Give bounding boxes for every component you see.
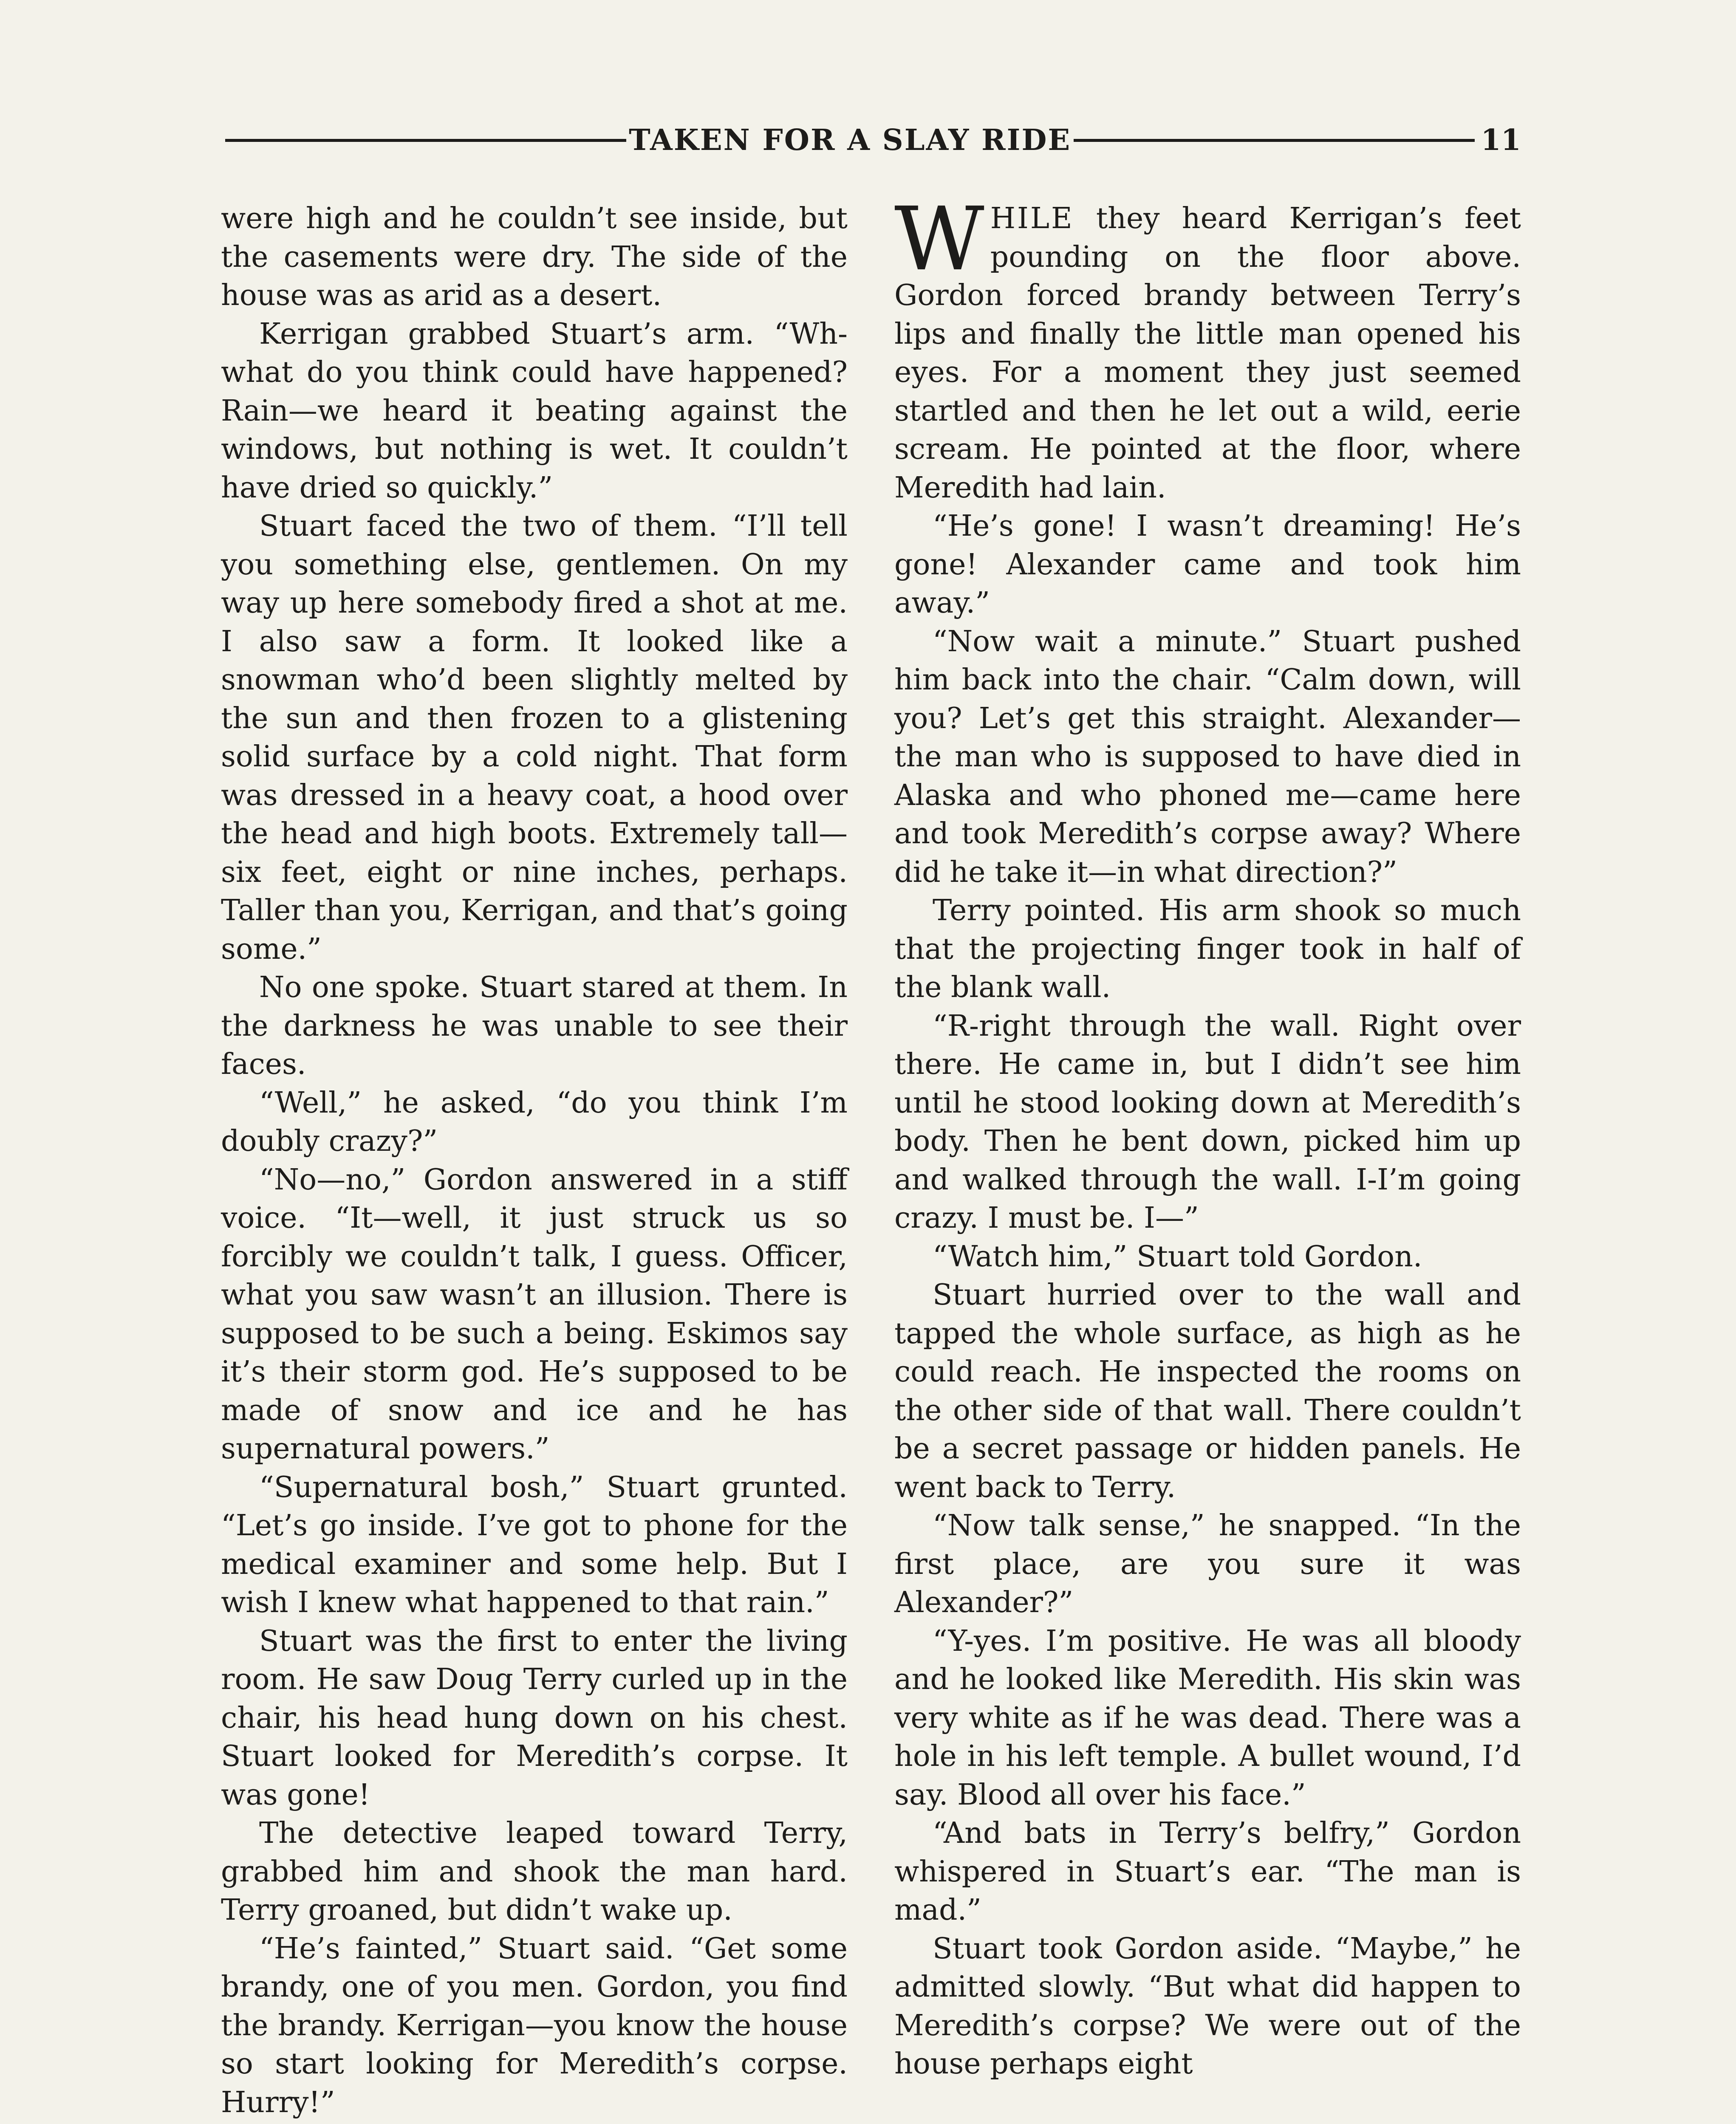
paragraph: Stuart faced the two of them. “I’ll tell you something else, gentlemen. On my way up here somebody fired a shot at me. I also saw a form. It looked like a snowman who’d been slightly melted by the sun and then frozen to a glistening solid surface by a cold night. That form was dressed in a heavy coat, a hood over the head and high boots. Extremely tall—six feet, eight or nine inches, perhaps. Taller than you, Kerrigan, and that’s going some.” bbox=[221, 509, 848, 966]
paragraph: “Well,” he asked, “do you think I’m doubly crazy?” bbox=[221, 1086, 848, 1158]
paragraph: The detective leaped toward Terry, grabbed him and shook the man hard. Terry groaned, but didn’t wake up. bbox=[221, 1816, 848, 1927]
right-text-column bbox=[894, 188, 1521, 2084]
paragraph: “No—no,” Gordon answered in a stiff voice. “It—well, it just struck us so forcibly we couldn’t talk, I guess. Officer, what you saw wasn’t an illusion. There is supposed to be such a being. Eskimos say it’s their storm god. He’s supposed to be made of snow and ice and he has supernatural powers.” bbox=[221, 1163, 848, 1466]
page-number: 11 bbox=[1481, 123, 1521, 157]
paragraph: “Supernatural bosh,” Stuart grunted. “Let’s go inside. I’ve got to phone for the medical examiner and some help. But I wish I knew what happened to that rain.” bbox=[221, 1470, 848, 1619]
header-rule-right bbox=[1074, 139, 1475, 142]
story-title: TAKEN FOR A SLAY RIDE bbox=[629, 123, 1072, 157]
paragraph: were high and he couldn’t see inside, but the casements were dry. The side of the house was as arid as a desert. bbox=[221, 202, 848, 312]
opening-text: they heard Kerrigan’s feet pounding on the floor above. Gordon forced brandy between Terry’s lips and finally the little man opened his eyes. For a moment they just seemed startled and then he let out a wild, eerie scream. He pointed at the floor, where Meredith had lain. bbox=[894, 202, 1521, 505]
paragraph: “Now talk sense,” he snapped. “In the first place, are you sure it was Alexander?” bbox=[894, 1509, 1521, 1619]
drop-cap: W bbox=[894, 188, 984, 290]
paragraph: Stuart hurried over to the wall and tapped the whole surface, as high as he could reach. He inspected the rooms on the other side of that wall. There couldn’t be a secret passage or hidden panels. He went back to Terry. bbox=[894, 1278, 1521, 1504]
paragraph: “He’s fainted,” Stuart said. “Get some brandy, one of you men. Gordon, you find the brandy. Kerrigan—you know the house so start looking for Meredith’s corpse. Hurry!” bbox=[221, 1932, 848, 2119]
paragraph: Stuart took Gordon aside. “Maybe,” he admitted slowly. “But what did happen to Meredith’s corpse? We were out of the house perhaps eight bbox=[894, 1932, 1521, 2081]
paragraph: “And bats in Terry’s belfry,” Gordon whispered in Stuart’s ear. “The man is mad.” bbox=[894, 1816, 1521, 1927]
paragraph: “He’s gone! I wasn’t dreaming! He’s gone! Alexander came and took him away.” bbox=[894, 509, 1521, 620]
paragraph: No one spoke. Stuart stared at them. In the darkness he was unable to see their faces. bbox=[221, 971, 848, 1081]
running-header bbox=[225, 119, 1521, 161]
paragraph: Stuart was the first to enter the living room. He saw Doug Terry curled up in the chair, his head hung down on his chest. Stuart looked for Meredith’s corpse. It was gone! bbox=[221, 1624, 848, 1812]
paragraph: “Y-yes. I’m positive. He was all bloody and he looked like Meredith. His skin was very white as if he was dead. There was a hole in his left temple. A bullet wound, I’d say. Blood all over his face.” bbox=[894, 1624, 1521, 1812]
opening-caps: HILE bbox=[990, 202, 1074, 235]
paragraph: Kerrigan grabbed Stuart’s arm. “Wh-what do you think could have happened? Rain—we heard it beating against the windows, but nothing is wet. It couldn’t have dried so quickly.” bbox=[221, 317, 848, 505]
paragraph: “R-right through the wall. Right over there. He came in, but I didn’t see him until he stood looking down at Meredith’s body. Then he bent down, picked him up and walked through the wall. I-I’m going crazy. I must be. I—” bbox=[894, 1009, 1521, 1235]
opening-paragraph bbox=[894, 188, 1521, 507]
header-rule-left bbox=[225, 139, 626, 142]
paragraph: “Now wait a minute.” Stuart pushed him back into the chair. “Calm down, will you? Let’s get this straight. Alexander—the man who is supposed to have died in Alaska and who phoned me—came here and took Meredith’s corpse away? Where did he take it—in what direction?” bbox=[894, 624, 1521, 889]
paragraph: Terry pointed. His arm shook so much that the projecting finger took in half of the blank wall. bbox=[894, 894, 1521, 1004]
paragraph: “Watch him,” Stuart told Gordon. bbox=[933, 1240, 1422, 1274]
left-text-column bbox=[221, 200, 848, 2122]
